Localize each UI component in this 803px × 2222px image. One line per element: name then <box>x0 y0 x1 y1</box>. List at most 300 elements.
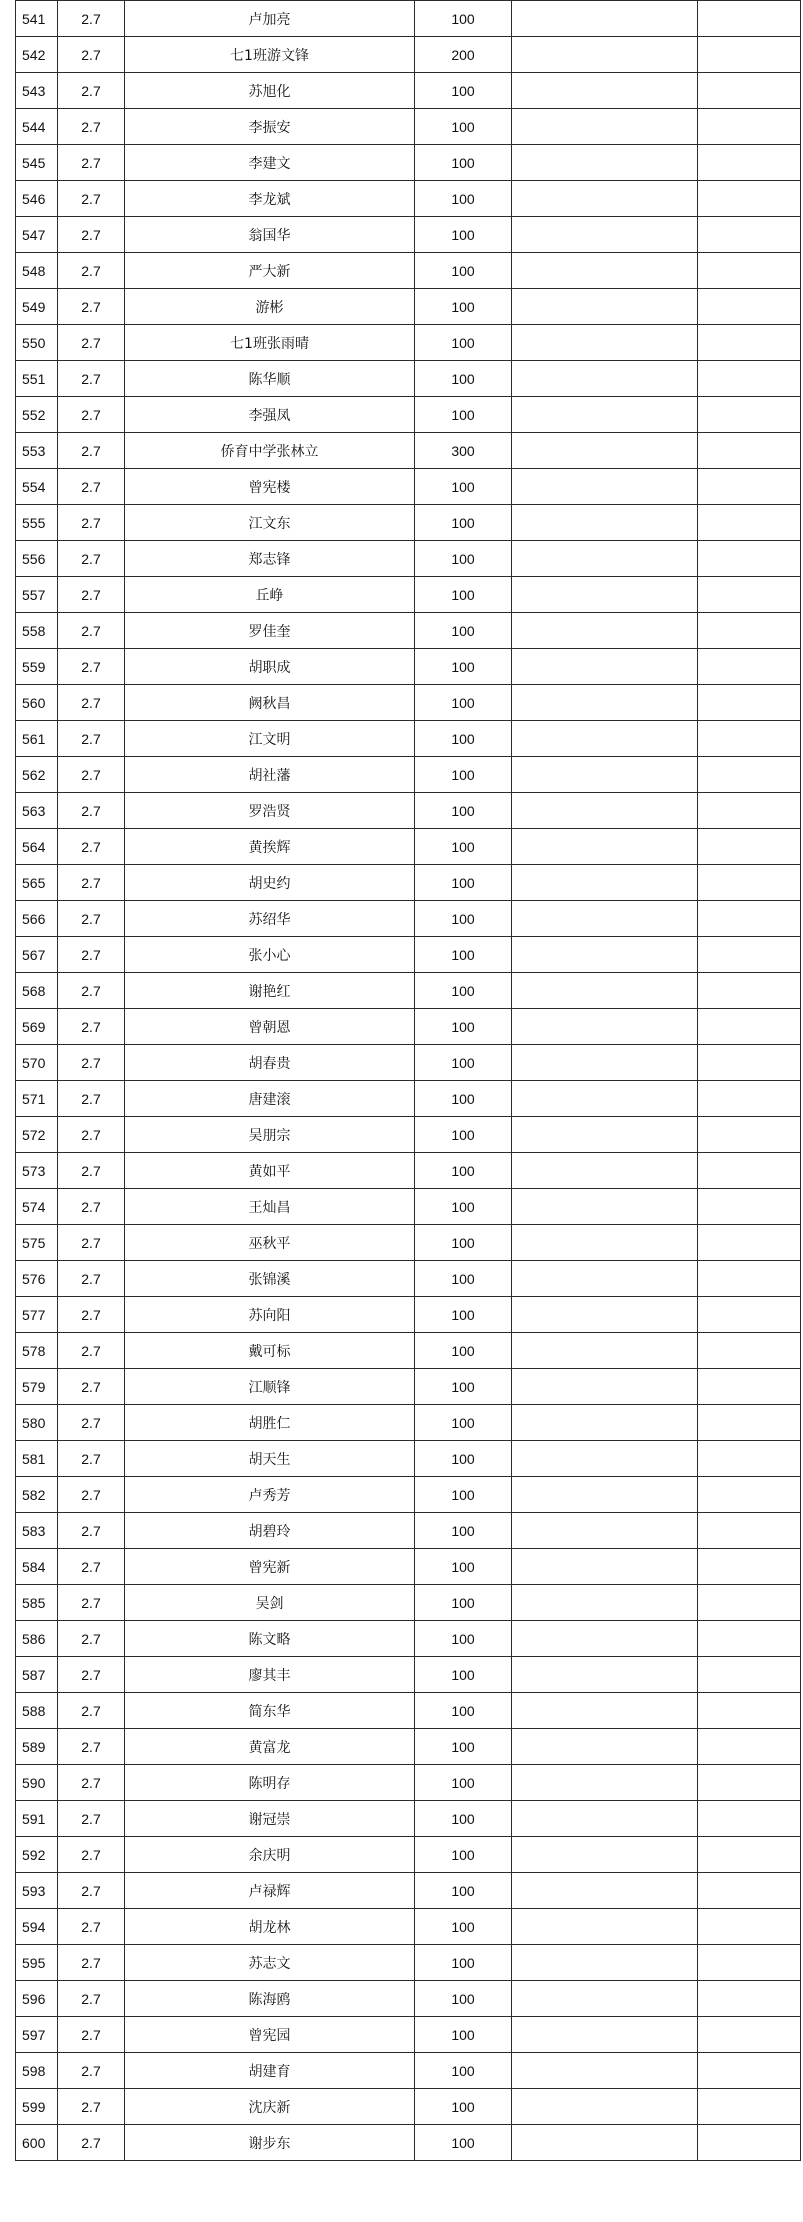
empty-cell[interactable] <box>698 1801 801 1837</box>
date-cell[interactable]: 2.7 <box>58 1261 125 1297</box>
date-cell[interactable]: 2.7 <box>58 1405 125 1441</box>
row-number-cell[interactable]: 563 <box>16 793 58 829</box>
donor-name-cell[interactable]: 曾宪楼 <box>125 469 415 505</box>
row-number-cell[interactable]: 557 <box>16 577 58 613</box>
donor-name-cell[interactable]: 七1班游文锋 <box>125 37 415 73</box>
empty-cell[interactable] <box>512 649 698 685</box>
donor-name-cell[interactable]: 廖其丰 <box>125 1657 415 1693</box>
empty-cell[interactable] <box>512 1693 698 1729</box>
date-cell[interactable]: 2.7 <box>58 37 125 73</box>
empty-cell[interactable] <box>698 361 801 397</box>
empty-cell[interactable] <box>698 289 801 325</box>
amount-cell[interactable]: 100 <box>415 1585 512 1621</box>
donor-name-cell[interactable]: 胡建育 <box>125 2053 415 2089</box>
date-cell[interactable]: 2.7 <box>58 1333 125 1369</box>
empty-cell[interactable] <box>698 1225 801 1261</box>
amount-cell[interactable]: 100 <box>415 937 512 973</box>
date-cell[interactable]: 2.7 <box>58 1945 125 1981</box>
amount-cell[interactable]: 100 <box>415 1873 512 1909</box>
empty-cell[interactable] <box>698 1081 801 1117</box>
date-cell[interactable]: 2.7 <box>58 289 125 325</box>
row-number-cell[interactable]: 555 <box>16 505 58 541</box>
row-number-cell[interactable]: 590 <box>16 1765 58 1801</box>
row-number-cell[interactable]: 595 <box>16 1945 58 1981</box>
donor-name-cell[interactable]: 胡天生 <box>125 1441 415 1477</box>
row-number-cell[interactable]: 561 <box>16 721 58 757</box>
row-number-cell[interactable]: 569 <box>16 1009 58 1045</box>
donor-name-cell[interactable]: 胡龙林 <box>125 1909 415 1945</box>
empty-cell[interactable] <box>512 1117 698 1153</box>
empty-cell[interactable] <box>698 145 801 181</box>
empty-cell[interactable] <box>512 325 698 361</box>
empty-cell[interactable] <box>512 721 698 757</box>
date-cell[interactable]: 2.7 <box>58 1981 125 2017</box>
empty-cell[interactable] <box>512 937 698 973</box>
row-number-cell[interactable]: 541 <box>16 1 58 37</box>
date-cell[interactable]: 2.7 <box>58 1549 125 1585</box>
row-number-cell[interactable]: 543 <box>16 73 58 109</box>
amount-cell[interactable]: 100 <box>415 1405 512 1441</box>
row-number-cell[interactable]: 548 <box>16 253 58 289</box>
donor-name-cell[interactable]: 卢加亮 <box>125 1 415 37</box>
empty-cell[interactable] <box>698 1 801 37</box>
amount-cell[interactable]: 100 <box>415 2053 512 2089</box>
empty-cell[interactable] <box>512 1369 698 1405</box>
date-cell[interactable]: 2.7 <box>58 577 125 613</box>
empty-cell[interactable] <box>698 937 801 973</box>
empty-cell[interactable] <box>698 649 801 685</box>
donor-name-cell[interactable]: 胡碧玲 <box>125 1513 415 1549</box>
donor-name-cell[interactable]: 胡史约 <box>125 865 415 901</box>
date-cell[interactable]: 2.7 <box>58 1693 125 1729</box>
date-cell[interactable]: 2.7 <box>58 541 125 577</box>
row-number-cell[interactable]: 567 <box>16 937 58 973</box>
date-cell[interactable]: 2.7 <box>58 1297 125 1333</box>
row-number-cell[interactable]: 564 <box>16 829 58 865</box>
amount-cell[interactable]: 100 <box>415 685 512 721</box>
empty-cell[interactable] <box>512 1549 698 1585</box>
donor-name-cell[interactable]: 胡职成 <box>125 649 415 685</box>
donor-name-cell[interactable]: 曾宪园 <box>125 2017 415 2053</box>
date-cell[interactable]: 2.7 <box>58 613 125 649</box>
donor-name-cell[interactable]: 侨育中学张林立 <box>125 433 415 469</box>
row-number-cell[interactable]: 565 <box>16 865 58 901</box>
donor-name-cell[interactable]: 陈华顺 <box>125 361 415 397</box>
date-cell[interactable]: 2.7 <box>58 1153 125 1189</box>
date-cell[interactable]: 2.7 <box>58 1 125 37</box>
donor-name-cell[interactable]: 阙秋昌 <box>125 685 415 721</box>
donor-name-cell[interactable]: 陈明存 <box>125 1765 415 1801</box>
empty-cell[interactable] <box>512 361 698 397</box>
amount-cell[interactable]: 100 <box>415 145 512 181</box>
row-number-cell[interactable]: 596 <box>16 1981 58 2017</box>
empty-cell[interactable] <box>512 1765 698 1801</box>
amount-cell[interactable]: 100 <box>415 721 512 757</box>
empty-cell[interactable] <box>698 1405 801 1441</box>
empty-cell[interactable] <box>512 577 698 613</box>
empty-cell[interactable] <box>698 505 801 541</box>
date-cell[interactable]: 2.7 <box>58 829 125 865</box>
row-number-cell[interactable]: 562 <box>16 757 58 793</box>
date-cell[interactable]: 2.7 <box>58 109 125 145</box>
amount-cell[interactable]: 100 <box>415 1297 512 1333</box>
empty-cell[interactable] <box>698 1585 801 1621</box>
amount-cell[interactable]: 100 <box>415 1693 512 1729</box>
empty-cell[interactable] <box>512 1945 698 1981</box>
empty-cell[interactable] <box>512 505 698 541</box>
empty-cell[interactable] <box>698 1765 801 1801</box>
empty-cell[interactable] <box>512 1477 698 1513</box>
empty-cell[interactable] <box>512 181 698 217</box>
date-cell[interactable]: 2.7 <box>58 1585 125 1621</box>
row-number-cell[interactable]: 544 <box>16 109 58 145</box>
amount-cell[interactable]: 100 <box>415 1 512 37</box>
empty-cell[interactable] <box>512 973 698 1009</box>
row-number-cell[interactable]: 586 <box>16 1621 58 1657</box>
empty-cell[interactable] <box>512 1621 698 1657</box>
date-cell[interactable]: 2.7 <box>58 1801 125 1837</box>
donor-name-cell[interactable]: 卢秀芳 <box>125 1477 415 1513</box>
amount-cell[interactable]: 100 <box>415 793 512 829</box>
empty-cell[interactable] <box>698 1657 801 1693</box>
empty-cell[interactable] <box>512 901 698 937</box>
donor-name-cell[interactable]: 李振安 <box>125 109 415 145</box>
empty-cell[interactable] <box>698 469 801 505</box>
amount-cell[interactable]: 100 <box>415 1225 512 1261</box>
row-number-cell[interactable]: 576 <box>16 1261 58 1297</box>
empty-cell[interactable] <box>512 2125 698 2161</box>
date-cell[interactable]: 2.7 <box>58 1837 125 1873</box>
empty-cell[interactable] <box>512 1189 698 1225</box>
date-cell[interactable]: 2.7 <box>58 469 125 505</box>
row-number-cell[interactable]: 579 <box>16 1369 58 1405</box>
row-number-cell[interactable]: 550 <box>16 325 58 361</box>
empty-cell[interactable] <box>512 1441 698 1477</box>
empty-cell[interactable] <box>698 433 801 469</box>
empty-cell[interactable] <box>698 1369 801 1405</box>
amount-cell[interactable]: 100 <box>415 1765 512 1801</box>
empty-cell[interactable] <box>512 1405 698 1441</box>
amount-cell[interactable]: 100 <box>415 1909 512 1945</box>
amount-cell[interactable]: 100 <box>415 973 512 1009</box>
donor-name-cell[interactable]: 李龙斌 <box>125 181 415 217</box>
date-cell[interactable]: 2.7 <box>58 1225 125 1261</box>
empty-cell[interactable] <box>512 865 698 901</box>
donor-name-cell[interactable]: 谢冠崇 <box>125 1801 415 1837</box>
amount-cell[interactable]: 300 <box>415 433 512 469</box>
amount-cell[interactable]: 100 <box>415 217 512 253</box>
row-number-cell[interactable]: 593 <box>16 1873 58 1909</box>
row-number-cell[interactable]: 560 <box>16 685 58 721</box>
empty-cell[interactable] <box>698 217 801 253</box>
empty-cell[interactable] <box>698 1333 801 1369</box>
empty-cell[interactable] <box>698 1441 801 1477</box>
date-cell[interactable]: 2.7 <box>58 1009 125 1045</box>
date-cell[interactable]: 2.7 <box>58 1117 125 1153</box>
empty-cell[interactable] <box>698 613 801 649</box>
donor-name-cell[interactable]: 江顺锋 <box>125 1369 415 1405</box>
amount-cell[interactable]: 100 <box>415 1261 512 1297</box>
date-cell[interactable]: 2.7 <box>58 1189 125 1225</box>
amount-cell[interactable]: 100 <box>415 1369 512 1405</box>
amount-cell[interactable]: 100 <box>415 1513 512 1549</box>
empty-cell[interactable] <box>512 2053 698 2089</box>
row-number-cell[interactable]: 580 <box>16 1405 58 1441</box>
donor-name-cell[interactable]: 七1班张雨晴 <box>125 325 415 361</box>
empty-cell[interactable] <box>698 109 801 145</box>
empty-cell[interactable] <box>512 433 698 469</box>
date-cell[interactable]: 2.7 <box>58 2017 125 2053</box>
date-cell[interactable]: 2.7 <box>58 361 125 397</box>
amount-cell[interactable]: 100 <box>415 2089 512 2125</box>
amount-cell[interactable]: 100 <box>415 865 512 901</box>
empty-cell[interactable] <box>512 829 698 865</box>
row-number-cell[interactable]: 594 <box>16 1909 58 1945</box>
row-number-cell[interactable]: 556 <box>16 541 58 577</box>
empty-cell[interactable] <box>698 1549 801 1585</box>
date-cell[interactable]: 2.7 <box>58 1441 125 1477</box>
empty-cell[interactable] <box>698 973 801 1009</box>
donor-name-cell[interactable]: 巫秋平 <box>125 1225 415 1261</box>
date-cell[interactable]: 2.7 <box>58 1513 125 1549</box>
empty-cell[interactable] <box>698 901 801 937</box>
empty-cell[interactable] <box>512 1261 698 1297</box>
empty-cell[interactable] <box>512 1657 698 1693</box>
donor-name-cell[interactable]: 罗浩贤 <box>125 793 415 829</box>
date-cell[interactable]: 2.7 <box>58 901 125 937</box>
row-number-cell[interactable]: 549 <box>16 289 58 325</box>
empty-cell[interactable] <box>698 1981 801 2017</box>
empty-cell[interactable] <box>698 721 801 757</box>
empty-cell[interactable] <box>698 1261 801 1297</box>
empty-cell[interactable] <box>512 793 698 829</box>
row-number-cell[interactable]: 542 <box>16 37 58 73</box>
donor-name-cell[interactable]: 游彬 <box>125 289 415 325</box>
amount-cell[interactable]: 100 <box>415 2017 512 2053</box>
row-number-cell[interactable]: 599 <box>16 2089 58 2125</box>
donor-name-cell[interactable]: 胡社藩 <box>125 757 415 793</box>
amount-cell[interactable]: 100 <box>415 1333 512 1369</box>
amount-cell[interactable]: 100 <box>415 1837 512 1873</box>
empty-cell[interactable] <box>512 685 698 721</box>
row-number-cell[interactable]: 573 <box>16 1153 58 1189</box>
donor-name-cell[interactable]: 李建文 <box>125 145 415 181</box>
empty-cell[interactable] <box>698 541 801 577</box>
empty-cell[interactable] <box>512 1981 698 2017</box>
empty-cell[interactable] <box>512 757 698 793</box>
row-number-cell[interactable]: 558 <box>16 613 58 649</box>
empty-cell[interactable] <box>512 1297 698 1333</box>
empty-cell[interactable] <box>698 1873 801 1909</box>
empty-cell[interactable] <box>512 1009 698 1045</box>
donor-name-cell[interactable]: 丘峥 <box>125 577 415 613</box>
amount-cell[interactable]: 100 <box>415 541 512 577</box>
empty-cell[interactable] <box>512 289 698 325</box>
row-number-cell[interactable]: 582 <box>16 1477 58 1513</box>
empty-cell[interactable] <box>698 1045 801 1081</box>
donor-name-cell[interactable]: 戴可标 <box>125 1333 415 1369</box>
empty-cell[interactable] <box>512 253 698 289</box>
date-cell[interactable]: 2.7 <box>58 1657 125 1693</box>
empty-cell[interactable] <box>512 613 698 649</box>
donor-name-cell[interactable]: 翁国华 <box>125 217 415 253</box>
empty-cell[interactable] <box>698 1729 801 1765</box>
amount-cell[interactable]: 100 <box>415 1549 512 1585</box>
empty-cell[interactable] <box>698 2017 801 2053</box>
amount-cell[interactable]: 100 <box>415 1189 512 1225</box>
empty-cell[interactable] <box>512 541 698 577</box>
donor-name-cell[interactable]: 沈庆新 <box>125 2089 415 2125</box>
row-number-cell[interactable]: 570 <box>16 1045 58 1081</box>
empty-cell[interactable] <box>698 2125 801 2161</box>
empty-cell[interactable] <box>512 1585 698 1621</box>
donor-name-cell[interactable]: 胡胜仁 <box>125 1405 415 1441</box>
amount-cell[interactable]: 200 <box>415 37 512 73</box>
donor-name-cell[interactable]: 张小心 <box>125 937 415 973</box>
donor-name-cell[interactable]: 郑志锋 <box>125 541 415 577</box>
date-cell[interactable]: 2.7 <box>58 145 125 181</box>
empty-cell[interactable] <box>698 685 801 721</box>
row-number-cell[interactable]: 578 <box>16 1333 58 1369</box>
empty-cell[interactable] <box>512 469 698 505</box>
empty-cell[interactable] <box>698 829 801 865</box>
empty-cell[interactable] <box>698 1117 801 1153</box>
amount-cell[interactable]: 100 <box>415 73 512 109</box>
date-cell[interactable]: 2.7 <box>58 2089 125 2125</box>
amount-cell[interactable]: 100 <box>415 361 512 397</box>
empty-cell[interactable] <box>512 1225 698 1261</box>
date-cell[interactable]: 2.7 <box>58 721 125 757</box>
empty-cell[interactable] <box>698 577 801 613</box>
empty-cell[interactable] <box>698 1693 801 1729</box>
donor-name-cell[interactable]: 江文东 <box>125 505 415 541</box>
amount-cell[interactable]: 100 <box>415 1621 512 1657</box>
row-number-cell[interactable]: 600 <box>16 2125 58 2161</box>
date-cell[interactable]: 2.7 <box>58 1909 125 1945</box>
amount-cell[interactable]: 100 <box>415 613 512 649</box>
row-number-cell[interactable]: 545 <box>16 145 58 181</box>
empty-cell[interactable] <box>512 145 698 181</box>
empty-cell[interactable] <box>512 73 698 109</box>
amount-cell[interactable]: 100 <box>415 325 512 361</box>
empty-cell[interactable] <box>698 1945 801 1981</box>
amount-cell[interactable]: 100 <box>415 829 512 865</box>
donor-name-cell[interactable]: 余庆明 <box>125 1837 415 1873</box>
amount-cell[interactable]: 100 <box>415 649 512 685</box>
empty-cell[interactable] <box>512 109 698 145</box>
date-cell[interactable]: 2.7 <box>58 937 125 973</box>
row-number-cell[interactable]: 546 <box>16 181 58 217</box>
donor-name-cell[interactable]: 黄富龙 <box>125 1729 415 1765</box>
row-number-cell[interactable]: 577 <box>16 1297 58 1333</box>
amount-cell[interactable]: 100 <box>415 397 512 433</box>
date-cell[interactable]: 2.7 <box>58 181 125 217</box>
row-number-cell[interactable]: 587 <box>16 1657 58 1693</box>
empty-cell[interactable] <box>698 793 801 829</box>
empty-cell[interactable] <box>698 1909 801 1945</box>
amount-cell[interactable]: 100 <box>415 1657 512 1693</box>
date-cell[interactable]: 2.7 <box>58 1369 125 1405</box>
amount-cell[interactable]: 100 <box>415 1009 512 1045</box>
row-number-cell[interactable]: 572 <box>16 1117 58 1153</box>
row-number-cell[interactable]: 591 <box>16 1801 58 1837</box>
donor-name-cell[interactable]: 苏志文 <box>125 1945 415 1981</box>
amount-cell[interactable]: 100 <box>415 181 512 217</box>
empty-cell[interactable] <box>512 1873 698 1909</box>
empty-cell[interactable] <box>698 1477 801 1513</box>
row-number-cell[interactable]: 553 <box>16 433 58 469</box>
empty-cell[interactable] <box>512 397 698 433</box>
row-number-cell[interactable]: 581 <box>16 1441 58 1477</box>
date-cell[interactable]: 2.7 <box>58 1621 125 1657</box>
amount-cell[interactable]: 100 <box>415 253 512 289</box>
empty-cell[interactable] <box>698 865 801 901</box>
row-number-cell[interactable]: 568 <box>16 973 58 1009</box>
row-number-cell[interactable]: 552 <box>16 397 58 433</box>
amount-cell[interactable]: 100 <box>415 1117 512 1153</box>
empty-cell[interactable] <box>698 1297 801 1333</box>
amount-cell[interactable]: 100 <box>415 1801 512 1837</box>
row-number-cell[interactable]: 559 <box>16 649 58 685</box>
donor-name-cell[interactable]: 胡春贵 <box>125 1045 415 1081</box>
empty-cell[interactable] <box>512 2017 698 2053</box>
amount-cell[interactable]: 100 <box>415 1729 512 1765</box>
date-cell[interactable]: 2.7 <box>58 217 125 253</box>
empty-cell[interactable] <box>698 181 801 217</box>
donor-name-cell[interactable]: 李强凤 <box>125 397 415 433</box>
row-number-cell[interactable]: 584 <box>16 1549 58 1585</box>
empty-cell[interactable] <box>512 1153 698 1189</box>
donor-name-cell[interactable]: 简东华 <box>125 1693 415 1729</box>
row-number-cell[interactable]: 597 <box>16 2017 58 2053</box>
date-cell[interactable]: 2.7 <box>58 433 125 469</box>
empty-cell[interactable] <box>698 2053 801 2089</box>
donor-name-cell[interactable]: 曾宪新 <box>125 1549 415 1585</box>
row-number-cell[interactable]: 554 <box>16 469 58 505</box>
date-cell[interactable]: 2.7 <box>58 2125 125 2161</box>
date-cell[interactable]: 2.7 <box>58 865 125 901</box>
donor-name-cell[interactable]: 曾朝恩 <box>125 1009 415 1045</box>
empty-cell[interactable] <box>512 1729 698 1765</box>
amount-cell[interactable]: 100 <box>415 901 512 937</box>
donor-name-cell[interactable]: 江文明 <box>125 721 415 757</box>
row-number-cell[interactable]: 592 <box>16 1837 58 1873</box>
amount-cell[interactable]: 100 <box>415 1081 512 1117</box>
empty-cell[interactable] <box>512 1045 698 1081</box>
donor-name-cell[interactable]: 黄挨辉 <box>125 829 415 865</box>
empty-cell[interactable] <box>698 37 801 73</box>
row-number-cell[interactable]: 551 <box>16 361 58 397</box>
donor-name-cell[interactable]: 罗佳奎 <box>125 613 415 649</box>
empty-cell[interactable] <box>698 757 801 793</box>
donor-name-cell[interactable]: 陈海鸥 <box>125 1981 415 2017</box>
donor-name-cell[interactable]: 唐建滚 <box>125 1081 415 1117</box>
date-cell[interactable]: 2.7 <box>58 1081 125 1117</box>
donor-name-cell[interactable]: 苏旭化 <box>125 73 415 109</box>
empty-cell[interactable] <box>512 1801 698 1837</box>
date-cell[interactable]: 2.7 <box>58 505 125 541</box>
amount-cell[interactable]: 100 <box>415 1981 512 2017</box>
amount-cell[interactable]: 100 <box>415 1477 512 1513</box>
row-number-cell[interactable]: 574 <box>16 1189 58 1225</box>
amount-cell[interactable]: 100 <box>415 1045 512 1081</box>
empty-cell[interactable] <box>512 1909 698 1945</box>
empty-cell[interactable] <box>512 1333 698 1369</box>
date-cell[interactable]: 2.7 <box>58 1765 125 1801</box>
donor-name-cell[interactable]: 苏向阳 <box>125 1297 415 1333</box>
amount-cell[interactable]: 100 <box>415 469 512 505</box>
row-number-cell[interactable]: 547 <box>16 217 58 253</box>
